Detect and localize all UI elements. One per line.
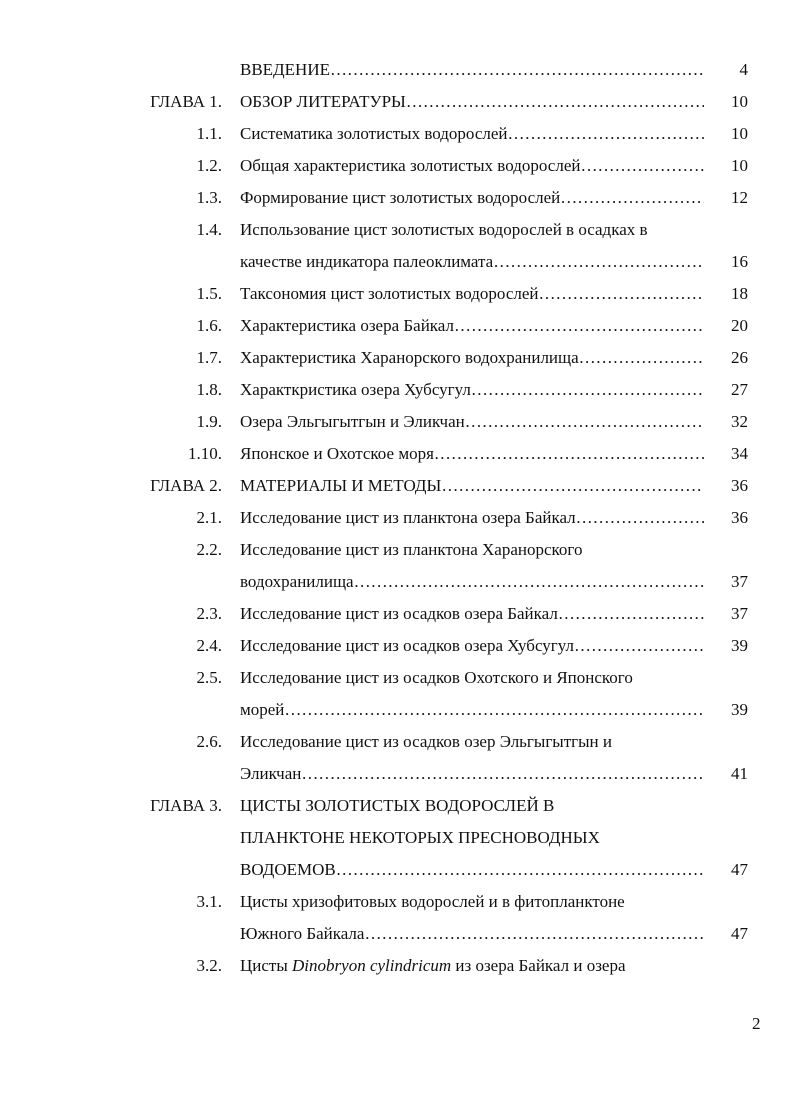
toc-title xyxy=(240,950,704,982)
toc-number: ГЛАВА 1. xyxy=(150,92,222,111)
toc-entry xyxy=(0,182,794,214)
toc-title: Систематика золотистых водорослей ………………………………………………………………………………………………………………………… xyxy=(240,118,704,150)
toc-title: Характеристика Харанорского водохранилища ………………………………………………………………………………………………………………………… xyxy=(240,342,704,374)
toc-title: ОБЗОР ЛИТЕРАТУРЫ ………………………………………………………………………………………………………………………… xyxy=(240,86,704,118)
toc-title: Озера Эльгыгытгын и Эликчан ………………………………………………………………………………………………………………………… xyxy=(240,406,704,438)
toc-number: 2.4. xyxy=(196,636,222,655)
toc-number: 2.1. xyxy=(196,508,222,527)
toc-page: 18 xyxy=(731,284,748,303)
toc-number: 1.4. xyxy=(196,220,222,239)
toc-page: 47 xyxy=(731,860,748,879)
toc-number: 1.2. xyxy=(196,156,222,175)
toc-entry xyxy=(0,662,794,694)
toc-number: 2.3. xyxy=(196,604,222,623)
toc-title: Характеристика озера Байкал ………………………………………………………………………………………………………………………… xyxy=(240,310,704,342)
toc-title: Исследование цист из планктона озера Байкал ………………………………………………………………………………………………………………………… xyxy=(240,502,704,534)
toc-entry xyxy=(0,278,794,310)
toc-page: 4 xyxy=(739,60,748,79)
toc-entry xyxy=(0,54,794,86)
toc-page: 37 xyxy=(731,604,748,623)
toc-title: Использование цист золотистых водорослей в осадках в xyxy=(240,220,648,239)
toc-page: 10 xyxy=(731,124,748,143)
toc-title: Общая характеристика золотистых водорослей ………………………………………………………………………………………………………………………… xyxy=(240,150,704,182)
toc-number: 1.9. xyxy=(196,412,222,431)
toc-title: качестве индикатора палеоклимата ………………………………………………………………………………………………………………………… xyxy=(240,246,704,278)
toc-entry xyxy=(0,118,794,150)
toc-entry xyxy=(0,406,794,438)
toc-number: ГЛАВА 2. xyxy=(150,476,222,495)
toc-number: ГЛАВА 3. xyxy=(150,796,222,815)
toc-page: 12 xyxy=(731,188,748,207)
toc-entry xyxy=(0,502,794,534)
toc-page: 26 xyxy=(731,348,748,367)
toc-page: 36 xyxy=(731,476,748,495)
toc-entry xyxy=(0,246,794,278)
toc-title-part: из озера Байкал и озера xyxy=(451,956,626,975)
toc-entry xyxy=(0,854,794,886)
toc-page: 10 xyxy=(731,92,748,111)
toc-page: 39 xyxy=(731,700,748,719)
toc-title: Исследование цист из осадков озер Эльгыгытгын и xyxy=(240,732,612,751)
toc-number: 3.2. xyxy=(196,956,222,975)
toc-number: 1.6. xyxy=(196,316,222,335)
toc-title: Характкристика озера Хубсугул ………………………………………………………………………………………………………………………… xyxy=(240,374,704,406)
toc-title: Исследование цист из осадков озера Хубсугул ………………………………………………………………………………………………………………………… xyxy=(240,630,704,662)
toc-entry xyxy=(0,694,794,726)
toc-number: 1.5. xyxy=(196,284,222,303)
toc-title-part: Цисты xyxy=(240,956,293,975)
toc-entry xyxy=(0,790,794,822)
table-of-contents xyxy=(0,54,794,982)
toc-title: Таксономия цист золотистых водорослей ………………………………………………………………………………………………………………………… xyxy=(240,278,704,310)
toc-page: 32 xyxy=(731,412,748,431)
toc-entry xyxy=(0,758,794,790)
toc-page: 27 xyxy=(731,380,748,399)
toc-title-species: Dinobryon cylindricum xyxy=(292,956,452,975)
toc-entry xyxy=(0,374,794,406)
toc-number: 2.5. xyxy=(196,668,222,687)
toc-number: 3.1. xyxy=(196,892,222,911)
toc-title: морей ………………………………………………………………………………………………………………………… xyxy=(240,694,704,726)
toc-entry xyxy=(0,150,794,182)
toc-title: водохранилища ………………………………………………………………………………………………………………………… xyxy=(240,566,704,598)
toc-entry xyxy=(0,470,794,502)
toc-entry xyxy=(0,822,794,854)
toc-number: 1.8. xyxy=(196,380,222,399)
toc-page: 39 xyxy=(731,636,748,655)
toc-title: ВОДОЕМОВ ………………………………………………………………………………………………………………………… xyxy=(240,854,704,886)
toc-title: Японское и Охотское моря ………………………………………………………………………………………………………………………… xyxy=(240,438,704,470)
toc-title: Исследование цист из планктона Харанорского xyxy=(240,540,583,559)
toc-entry xyxy=(0,310,794,342)
toc-page: 34 xyxy=(731,444,748,463)
toc-entry xyxy=(0,950,794,982)
toc-entry xyxy=(0,214,794,246)
toc-entry xyxy=(0,566,794,598)
toc-title: ПЛАНКТОНЕ НЕКОТОРЫХ ПРЕСНОВОДНЫХ xyxy=(240,828,600,847)
toc-title: ВВЕДЕНИЕ ………………………………………………………………………………………………………………………… xyxy=(240,54,704,86)
toc-title: ЦИСТЫ ЗОЛОТИСТЫХ ВОДОРОСЛЕЙ В xyxy=(240,796,555,815)
toc-title: МАТЕРИАЛЫ И МЕТОДЫ ………………………………………………………………………………………………………………………… xyxy=(240,470,704,502)
toc-page: 41 xyxy=(731,764,748,783)
toc-number: 1.1. xyxy=(196,124,222,143)
toc-title: Эликчан ………………………………………………………………………………………………………………………… xyxy=(240,758,704,790)
toc-entry xyxy=(0,886,794,918)
toc-entry xyxy=(0,438,794,470)
toc-number: 1.10. xyxy=(188,444,222,463)
toc-page: 37 xyxy=(731,572,748,591)
toc-entry xyxy=(0,630,794,662)
toc-title: Формирование цист золотистых водорослей ………………………………………………………………………………………………………………………… xyxy=(240,182,704,214)
toc-title: Исследование цист из осадков озера Байкал ………………………………………………………………………………………………………………………… xyxy=(240,598,704,630)
toc-page: 16 xyxy=(731,252,748,271)
toc-entry xyxy=(0,918,794,950)
toc-page: 20 xyxy=(731,316,748,335)
toc-entry xyxy=(0,534,794,566)
toc-number: 2.2. xyxy=(196,540,222,559)
toc-page: 36 xyxy=(731,508,748,527)
toc-page: 47 xyxy=(731,924,748,943)
toc-entry xyxy=(0,86,794,118)
toc-entry xyxy=(0,598,794,630)
toc-entry xyxy=(0,342,794,374)
toc-title: Южного Байкала ………………………………………………………………………………………………………………………… xyxy=(240,918,704,950)
toc-title: Цисты хризофитовых водорослей и в фитопланктоне xyxy=(240,892,625,911)
toc-page: 10 xyxy=(731,156,748,175)
toc-number: 1.3. xyxy=(196,188,222,207)
toc-entry xyxy=(0,726,794,758)
toc-number: 1.7. xyxy=(196,348,222,367)
page-number: 2 xyxy=(752,1014,761,1033)
toc-title: Исследование цист из осадков Охотского и Японского xyxy=(240,668,633,687)
toc-number: 2.6. xyxy=(196,732,222,751)
